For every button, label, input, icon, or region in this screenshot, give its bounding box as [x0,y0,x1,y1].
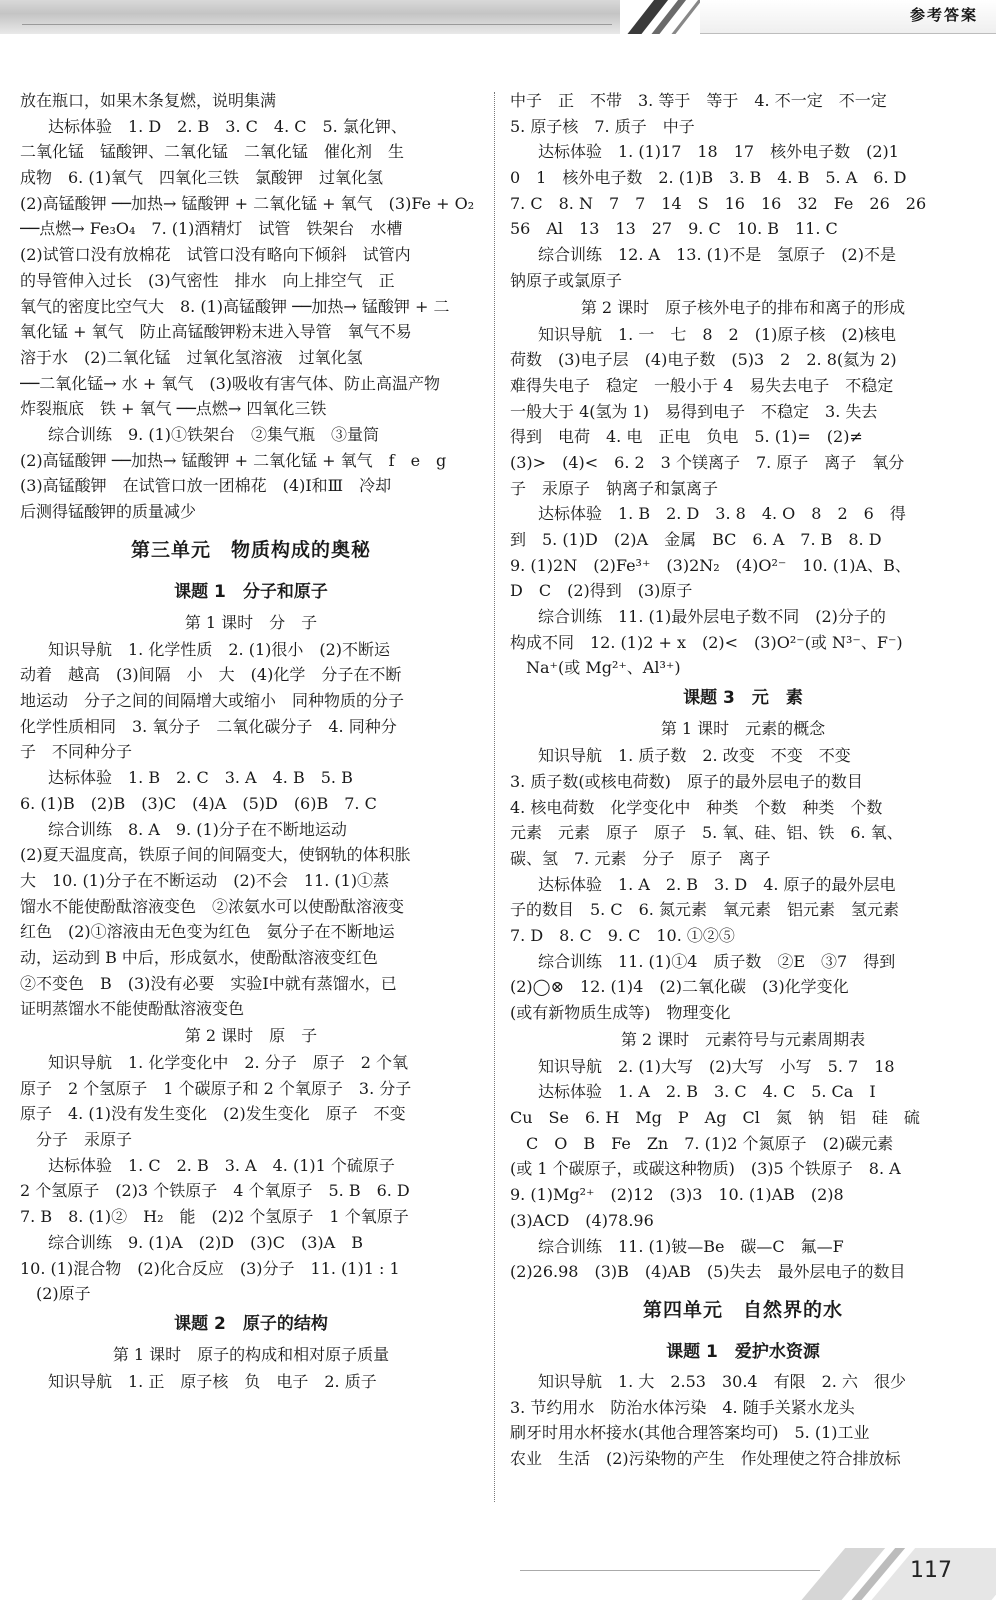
answer-line: 后测得锰酸钾的质量减少 [20,502,197,521]
answer-line: (或 1 个碳原子，或碳这种物质) (3)5 个铁原子 8. A [510,1159,901,1179]
answer-line: 7. D 8. C 9. C 10. ①②⑤ [510,925,735,945]
column-divider [494,92,495,1502]
answer-line: 4. 核电荷数 化学变化中 种类 个数 种类 个数 [510,797,883,817]
answer-line: 溶于水 (2)二氧化锰 过氧化氢溶液 过氧化氢 [20,347,363,367]
answer-line: (2)夏天温度高，铁原子间的间隔变大，使钢轨的体积胀 [20,845,411,865]
answer-line: 难得失电子 稳定 一般小于 4 易失去电子 不稳定 [510,375,894,395]
answer-line: Cu Se 6. H Mg P Ag Cl 氮 钠 铝 硅 硫 [510,1108,920,1128]
answer-line: (3)ACD (4)78.96 [510,1210,654,1230]
answer-line: 原子 4. (1)没有发生变化 (2)发生变化 原子 不变 [20,1104,406,1124]
answer-line: (2)26.98 (3)B (4)AB (5)失去 最外层电子的数目 [510,1262,906,1282]
answer-line: 知识导航 1. 质子数 2. 改变 不变 不变 [538,746,851,766]
answer-line: 0 1 核外电子数 2. (1)B 3. B 4. B 5. A 6. D [510,168,907,188]
answer-line: 5. 原子核 7. 质子 中子 [510,116,695,136]
unit-heading: 第四单元 自然界的水 [642,1298,843,1321]
answer-line: 56 Al 13 13 27 9. C 10. B 11. C [510,219,838,239]
answer-line: 证明蒸馏水不能使酚酞溶液变色 [20,999,245,1019]
answer-line: 炸裂瓶底 铁 + 氧气 ──点燃→ 四氧化三铁 [20,399,327,419]
answer-line: 动，运动到 B 中后，形成氨水，使酚酞溶液变红色 [20,947,378,967]
answer-line: 达标体验 1. A 2. B 3. D 4. 原子的最外层电 [538,874,896,894]
answer-line: 达标体验 1. C 2. B 3. A 4. (1)1 个硫原子 [48,1155,395,1175]
header-gradient-band [0,0,620,34]
answer-line: 2 个氢原子 (2)3 个铁原子 4 个氧原子 5. B 6. D [20,1181,410,1201]
answer-line: 3. 节约用水 防治水体污染 4. 随手关紧水龙头 [510,1397,855,1417]
answer-line: 刷牙时用水杯接水(其他合理答案均可) 5. (1)工业 [510,1423,870,1443]
left-column [20,88,482,1395]
answer-line: 子 汞原子 钠离子和氯离子 [510,478,719,498]
answer-line: 放在瓶口，如果木条复燃，说明集满 [20,91,277,110]
answer-line: 到 5. (1)D (2)A 金属 BC 6. A 7. B 8. D [510,530,882,549]
answer-line: 9. (1)Mg²⁺ (2)12 (3)3 10. (1)AB (2)8 [510,1185,844,1205]
answer-line: 构成不同 12. (1)2 + x (2)< (3)O²⁻(或 N³⁻、F⁻) [510,632,903,652]
answer-line: 知识导航 1. 化学变化中 2. 分子 原子 2 个氧 [48,1053,408,1072]
answer-line: (2)◯⊗ 12. (1)4 (2)二氧化碳 (3)化学变化 [510,977,849,997]
unit-heading: 第三单元 物质构成的奥秘 [130,538,371,561]
answer-line: 动着 越高 (3)间隔 小 大 (4)化学 分子在不断 [20,665,402,685]
answer-line: Na⁺(或 Mg²⁺、Al³⁺) [510,658,681,678]
lesson-heading: 第 1 课时 分 子 [184,612,318,632]
answer-line: 知识导航 1. 大 2.53 30.4 有限 2. 六 很少 [538,1371,906,1391]
answer-line: C O B Fe Zn 7. (1)2 个氮原子 (2)碳元素 [510,1133,894,1153]
answer-line: 10. (1)混合物 (2)化合反应 (3)分子 11. (1)1 : 1 [20,1258,400,1278]
answer-line: 的导管伸入过长 (3)气密性 排水 向上排空气 正 [20,270,395,290]
answer-line: 红色 (2)①溶液由无色变为红色 氨分子在不断地运 [20,922,395,942]
answer-line: (2)试管口没有放棉花 试管口没有略向下倾斜 试管内 [20,245,411,265]
answer-line: ②不变色 B (3)没有必要 实验Ⅰ中就有蒸馏水，已 [20,973,397,993]
answer-line: 钠原子或氯原子 [510,270,623,290]
answer-line: 综合训练 11. (1)最外层电子数不同 (2)分子的 [538,607,886,627]
footer-rule [520,1570,820,1571]
answer-line: 7. C 8. N 7 7 14 S 16 16 32 Fe 26 26 [510,193,927,213]
answer-line: 碳、氢 7. 元素 分子 原子 离子 [510,848,771,868]
answer-line: 综合训练 12. A 13. (1)不是 氢原子 (2)不是 [538,245,896,265]
answer-line: 子的数目 5. C 6. 氮元素 氧元素 铝元素 氢元素 [510,900,899,920]
lesson-heading: 第 2 课时 元素符号与元素周期表 [620,1029,866,1049]
answer-line: 知识导航 1. 一 七 8 2 (1)原子核 (2)核电 [538,324,897,344]
answer-line: 子 不同种分子 [20,742,133,762]
answer-line: 达标体验 1. B 2. D 3. 8 4. O 8 2 6 得 [538,504,906,524]
answer-line: 综合训练 11. (1)①4 质子数 ②E ③7 得到 [538,951,896,971]
answer-line: ──点燃→ Fe₃O₄ 7. (1)酒精灯 试管 铁架台 水槽 [20,219,403,239]
answer-line: 馏水不能使酚酞溶液变色 ②浓氨水可以使酚酞溶液变 [20,896,405,916]
answer-line: 氧气的密度比空气大 8. (1)高锰酸钾 ──加热→ 锰酸钾 + 二 [20,296,450,316]
answer-line: 分子 汞原子 [20,1130,133,1150]
answer-line: (3)高锰酸钾 在试管口放一团棉花 (4)Ⅰ和Ⅲ 冷却 [20,476,392,496]
answer-line: 综合训练 9. (1)①铁架台 ②集气瓶 ③量筒 [48,424,380,444]
answer-line: ──二氧化锰→ 水 + 氧气 (3)吸收有害气体、防止高温产物 [20,373,441,393]
lesson-heading: 第 1 课时 元素的概念 [660,719,826,739]
answer-line: (3)> (4)< 6. 2 3 个镁离子 7. 原子 离子 氧分 [510,452,905,472]
answer-line: D C (2)得到 (3)原子 [510,581,693,601]
topic-heading: 课题 1 爱护水资源 [666,1341,820,1362]
answer-line: (2)高锰酸钾 ──加热→ 锰酸钾 + 二氧化锰 + 氧气 (3)Fe + O₂ [20,193,475,213]
answer-line: 农业 生活 (2)污染物的产生 作处理使之符合排放标 [510,1448,901,1468]
answer-line: 3. 质子数(或核电荷数) 原子的最外层电子的数目 [510,771,863,791]
answer-line: 综合训练 9. (1)A (2)D (3)C (3)A B [48,1232,363,1252]
topic-heading: 课题 1 分子和原子 [174,581,328,602]
answer-line: 一般大于 4(氢为 1) 易得到电子 不稳定 3. 失去 [510,401,878,421]
answer-line: 中子 正 不带 3. 等于 等于 4. 不一定 不一定 [510,91,887,110]
answer-line: 7. B 8. (1)② H₂ 能 (2)2 个氢原子 1 个氧原子 [20,1207,409,1227]
answer-line: 原子 2 个氢原子 1 个碳原子和 2 个氧原子 3. 分子 [20,1078,412,1098]
answer-line: 二氧化锰 锰酸钾、二氧化锰 二氧化锰 催化剂 生 [20,142,405,162]
right-column [510,88,976,1472]
header-bar [0,0,996,34]
answer-line: 达标体验 1. B 2. C 3. A 4. B 5. B [48,768,353,788]
answer-line: 9. (1)2N (2)Fe³⁺ (3)2N₂ (4)O²⁻ 10. (1)A、B、 [510,555,911,575]
answer-line: 达标体验 1. D 2. B 3. C 4. C 5. 氯化钾、 [48,116,407,136]
answer-line: 达标体验 1. (1)17 18 17 核外电子数 (2)1 [538,142,899,162]
answer-line: 氧化锰 + 氧气 防止高锰酸钾粉末进入导管 氧气不易 [20,322,412,342]
lesson-heading: 第 1 课时 原子的构成和相对原子质量 [112,1344,390,1364]
answer-line: 大 10. (1)分子在不断运动 (2)不会 11. (1)①蒸 [20,870,390,890]
answer-line: 综合训练 8. A 9. (1)分子在不断地运动 [48,819,347,839]
answer-line: 荷数 (3)电子层 (4)电子数 (5)3 2 2. 8(氦为 2) [510,350,897,370]
answer-line: 达标体验 1. A 2. B 3. C 4. C 5. Ca I [538,1082,876,1102]
answer-line: 知识导航 2. (1)大写 (2)大写 小写 5. 7 18 [538,1056,895,1076]
answer-line: (2)高锰酸钾 ──加热→ 锰酸钾 + 二氧化锰 + 氧气 f e g [20,450,447,470]
answer-line: 知识导航 1. 化学性质 2. (1)很小 (2)不断运 [48,639,391,659]
answer-line: 得到 电荷 4. 电 正电 负电 5. (1)= (2)≠ [510,427,863,447]
answer-line: (2)原子 [20,1284,91,1304]
header-rule [22,24,612,25]
topic-heading: 课题 2 原子的结构 [174,1313,328,1334]
answer-line: 化学性质相同 3. 氧分子 二氧化碳分子 4. 同种分 [20,716,397,736]
lesson-heading: 第 2 课时 原 子 [184,1026,318,1045]
answer-line: 元素 元素 原子 原子 5. 氧、硅、铝、铁 6. 氧、 [510,823,903,843]
answer-line: 成物 6. (1)氧气 四氧化三铁 氯酸钾 过氧化氢 [20,168,384,188]
answer-line: 6. (1)B (2)B (3)C (4)A (5)D (6)B 7. C [20,793,377,813]
lesson-heading: 第 2 课时 原子核外电子的排布和离子的形成 [580,297,906,317]
page-header-title: 参考答案 [909,6,978,24]
answer-line: 地运动 分子之间的间隔增大或缩小 同种物质的分子 [20,691,405,711]
topic-heading: 课题 3 元 素 [683,688,803,709]
answer-line: 知识导航 1. 正 原子核 负 电子 2. 质子 [48,1371,377,1391]
answer-line: (或有新物质生成等) 物理变化 [510,1003,731,1022]
answer-line: 综合训练 11. (1)铍—Be 碳—C 氟—F [538,1236,844,1256]
page-number: 117 [910,1558,952,1583]
